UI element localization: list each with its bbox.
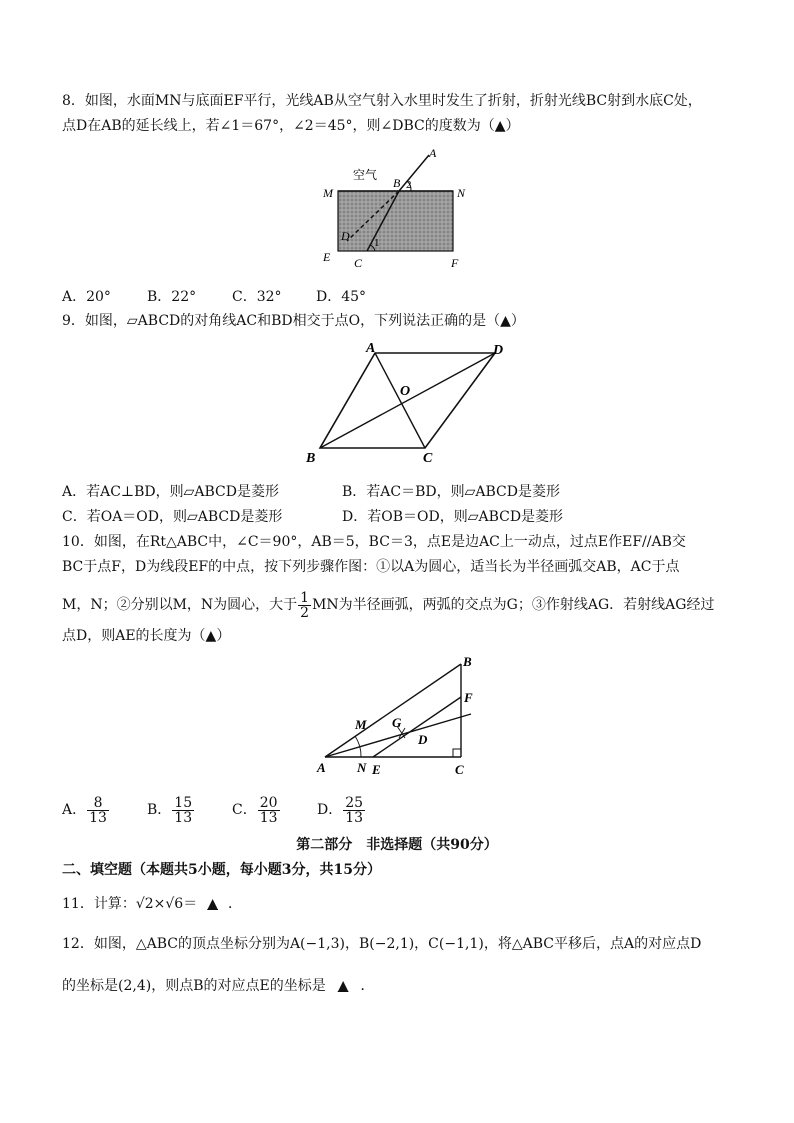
q8-option-c: C．32° (232, 289, 282, 305)
q10-line3-b: MN为半径画弧，两弧的交点为G；③作射线AG．若射线AG经过 (312, 597, 715, 613)
q8-label-2: 2 (406, 179, 412, 191)
q8-label-1: 1 (374, 237, 380, 249)
q10-label-e: E (372, 762, 381, 777)
part2-section-heading: 二、填空题（本题共5小题，每小题3分，共15分） (62, 862, 381, 878)
q10-line1: 10．如图，在Rt△ABC中，∠C＝90°，AB＝5，BC＝3，点E是边AC上一动点，过点E作EF//AB交 (62, 534, 686, 550)
q9-label-a: A (366, 341, 376, 356)
q8-label-b: B (393, 176, 401, 190)
q10-option-c: C． $\frac{20}{13}$ (232, 794, 278, 826)
q10-label-a: A (317, 760, 326, 775)
q8-line1: 8．如图，水面MN与底面EF平行，光线AB从空气射入水里时发生了折射，折射光线BC射到水底C处， (62, 93, 702, 109)
q9-option-d: D．若OB＝OD，则▱ABCD是菱形 (342, 509, 564, 525)
q10-label-m: M (355, 717, 367, 732)
q12-line2-b: ． (360, 978, 375, 994)
q8-label-d: D (341, 229, 350, 243)
q11 (62, 895, 242, 913)
q10-label-d: D (418, 732, 428, 747)
q12-line2-a: 的坐标是(2,4)，则点B的对应点E的坐标是 (62, 978, 326, 994)
q8-option-d: D．45° (316, 289, 367, 305)
q12-answer-blank: ▲ (337, 978, 349, 994)
q10-figure (315, 652, 495, 782)
q10-frac-den: 2 (300, 604, 310, 621)
part2-title: 第二部分 非选择题（共90分） (296, 837, 498, 853)
q9-option-c: C．若OA＝OD，则▱ABCD是菱形 (62, 509, 283, 525)
q9-label-o: O (400, 384, 411, 399)
q10-half-fraction (298, 591, 311, 620)
q9-option-a: A．若AC⊥BD，则▱ABCD是菱形 (62, 484, 279, 500)
q10-line3-a: M，N；②分别以M，N为圆心，大于 (62, 597, 298, 613)
q10-label-b: B (463, 654, 472, 669)
q10-line2: BC于点F，D为线段EF的中点，按下列步骤作图：①以A为圆心，适当长为半径画弧交AB，AC于点 (62, 559, 680, 575)
q9-label-b: B (306, 451, 316, 466)
q8-label-e: E (323, 250, 331, 264)
q10-option-a: A． $\frac{8}{13}$ (62, 794, 107, 826)
q8-figure (315, 143, 495, 273)
q11-expression: √2×√6＝ (135, 896, 198, 912)
q10-line3 (62, 590, 714, 620)
q12-line1: 12．如图，△ABC的顶点坐标分别为A(−1,3)，B(−2,1)，C(−1,1)，将△ABC平移后，点A的对应点D (62, 936, 702, 952)
q10-option-b: B． $\frac{15}{13}$ (147, 794, 193, 826)
q8-label-air: 空气 (353, 168, 378, 182)
q10-label-n: N (357, 760, 367, 775)
q10-option-d: D． $\frac{25}{13}$ (317, 794, 364, 826)
q11-answer-blank: ▲ (207, 896, 218, 912)
q8-label-c: C (354, 256, 363, 270)
q11-suffix: ． (228, 896, 242, 912)
q9-label-d: D (493, 343, 504, 358)
q8-line2: 点D在AB的延长线上，若∠1＝67°，∠2＝45°，则∠DBC的度数为（▲） (62, 118, 520, 134)
q10-label-f: F (464, 690, 473, 705)
q10-frac-num: 1 (300, 589, 310, 606)
q8-option-a: A．20° (62, 289, 111, 305)
q8-label-a: A (429, 146, 437, 160)
q11-prefix: 11．计算： (62, 896, 136, 912)
q8-label-n: N (457, 186, 466, 200)
q9-stem: 9．如图，▱ABCD的对角线AC和BD相交于点O，下列说法正确的是（▲） (62, 313, 525, 329)
q8-label-f: F (451, 256, 459, 270)
q10-label-g: G (392, 715, 402, 730)
q8-option-b: B．22° (147, 289, 197, 305)
q10-label-c: C (455, 762, 464, 777)
q10-line4: 点D，则AE的长度为（▲） (62, 628, 231, 644)
q9-figure (300, 338, 530, 468)
q12-line2 (62, 977, 374, 995)
q10-options (62, 793, 402, 827)
q9-option-b: B．若AC＝BD，则▱ABCD是菱形 (342, 484, 560, 500)
q9-label-c: C (423, 451, 433, 466)
q8-label-m: M (323, 186, 333, 200)
